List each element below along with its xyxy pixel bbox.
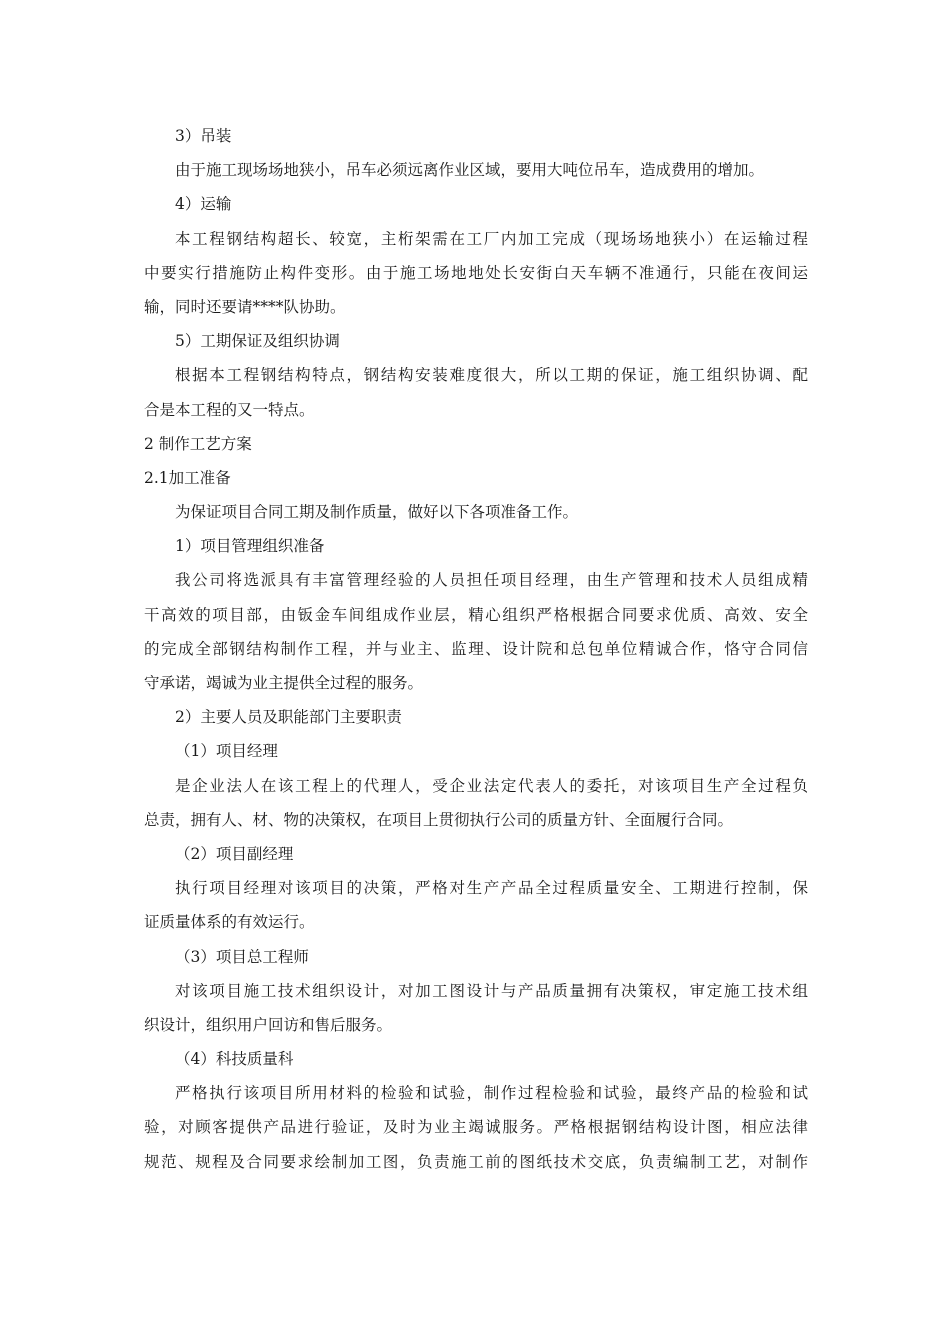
paragraph-line: 规范、规程及合同要求绘制加工图，负责施工前的图纸技术交底，负责编制工艺，对制作 [144, 1152, 808, 1171]
paragraph-line: 中要实行措施防止构件变形。由于施工场地地处长安街白天车辆不准通行，只能在夜间运 [144, 263, 808, 282]
paragraph-line: 验，对顾客提供产品进行验证，及时为业主竭诚服务。严格根据钢结构设计图，相应法律 [144, 1118, 808, 1137]
paragraph-line: 是企业法人在该工程上的代理人，受企业法定代表人的委托，对该项目生产全过程负 [175, 776, 808, 795]
paragraph-line: 证质量体系的有效运行。 [144, 913, 315, 932]
subheading-transport: 4）运输 [175, 195, 232, 214]
paragraph-line: 的完成全部钢结构制作工程，并与业主、监理、设计院和总包单位精诚合作，恪守合同信 [144, 639, 808, 658]
paragraph-line: 织设计，组织用户回访和售后服务。 [144, 1015, 393, 1034]
paragraph-line: 守承诺，竭诚为业主提供全过程的服务。 [144, 674, 424, 692]
paragraph-line: 合是本工程的又一特点。 [144, 400, 315, 419]
item-heading-quality-dept: （4）科技质量科 [175, 1050, 294, 1069]
subheading-schedule: 5）工期保证及组织协调 [175, 332, 340, 351]
subheading-personnel: 2）主要人员及职能部门主要职责 [175, 708, 402, 727]
paragraph-line: 执行项目经理对该项目的决策，严格对生产产品全过程质量安全、工期进行控制，保 [175, 879, 808, 898]
document-body [144, 119, 808, 1179]
paragraph-line: 根据本工程钢结构特点，钢结构安装难度很大，所以工期的保证，施工组织协调、配 [175, 366, 808, 385]
item-heading-chief-engineer: （3）项目总工程师 [175, 947, 309, 966]
paragraph-line: 我公司将选派具有丰富管理经验的人员担任项目经理，由生产管理和技术人员组成精 [175, 571, 808, 590]
paragraph-line: 严格执行该项目所用材料的检验和试验，制作过程检验和试验，最终产品的检验和试 [175, 1084, 808, 1103]
paragraph-line: 本工程钢结构超长、较宽，主桁架需在工厂内加工完成（现场场地狭小）在运输过程 [175, 229, 808, 248]
section-heading-fabrication: 2 制作工艺方案 [144, 434, 252, 453]
paragraph-line: 总责，拥有人、材、物的决策权，在项目上贯彻执行公司的质量方针、全面履行合同。 [144, 810, 734, 829]
paragraph-line: 对该项目施工技术组织设计，对加工图设计与产品质量拥有决策权，审定施工技术组 [175, 981, 808, 1000]
section-heading-preparation: 2.1加工准备 [144, 468, 231, 487]
item-heading-project-manager: （1）项目经理 [175, 742, 278, 761]
paragraph-line: 输，同时还要请****队协助。 [144, 297, 346, 316]
paragraph-line: 由于施工现场场地狭小，吊车必须远离作业区域，要用大吨位吊车，造成费用的增加。 [175, 161, 765, 180]
paragraph-line: 干高效的项目部，由钣金车间组成作业层，精心组织严格根据合同要求优质、高效、安全 [144, 605, 808, 624]
item-heading-deputy-manager: （2）项目副经理 [175, 844, 294, 863]
subheading-organization: 1）项目管理组织准备 [175, 537, 325, 556]
paragraph-line: 为保证项目合同工期及制作质量，做好以下各项准备工作。 [175, 503, 579, 522]
subheading-hoisting: 3）吊装 [175, 127, 232, 145]
